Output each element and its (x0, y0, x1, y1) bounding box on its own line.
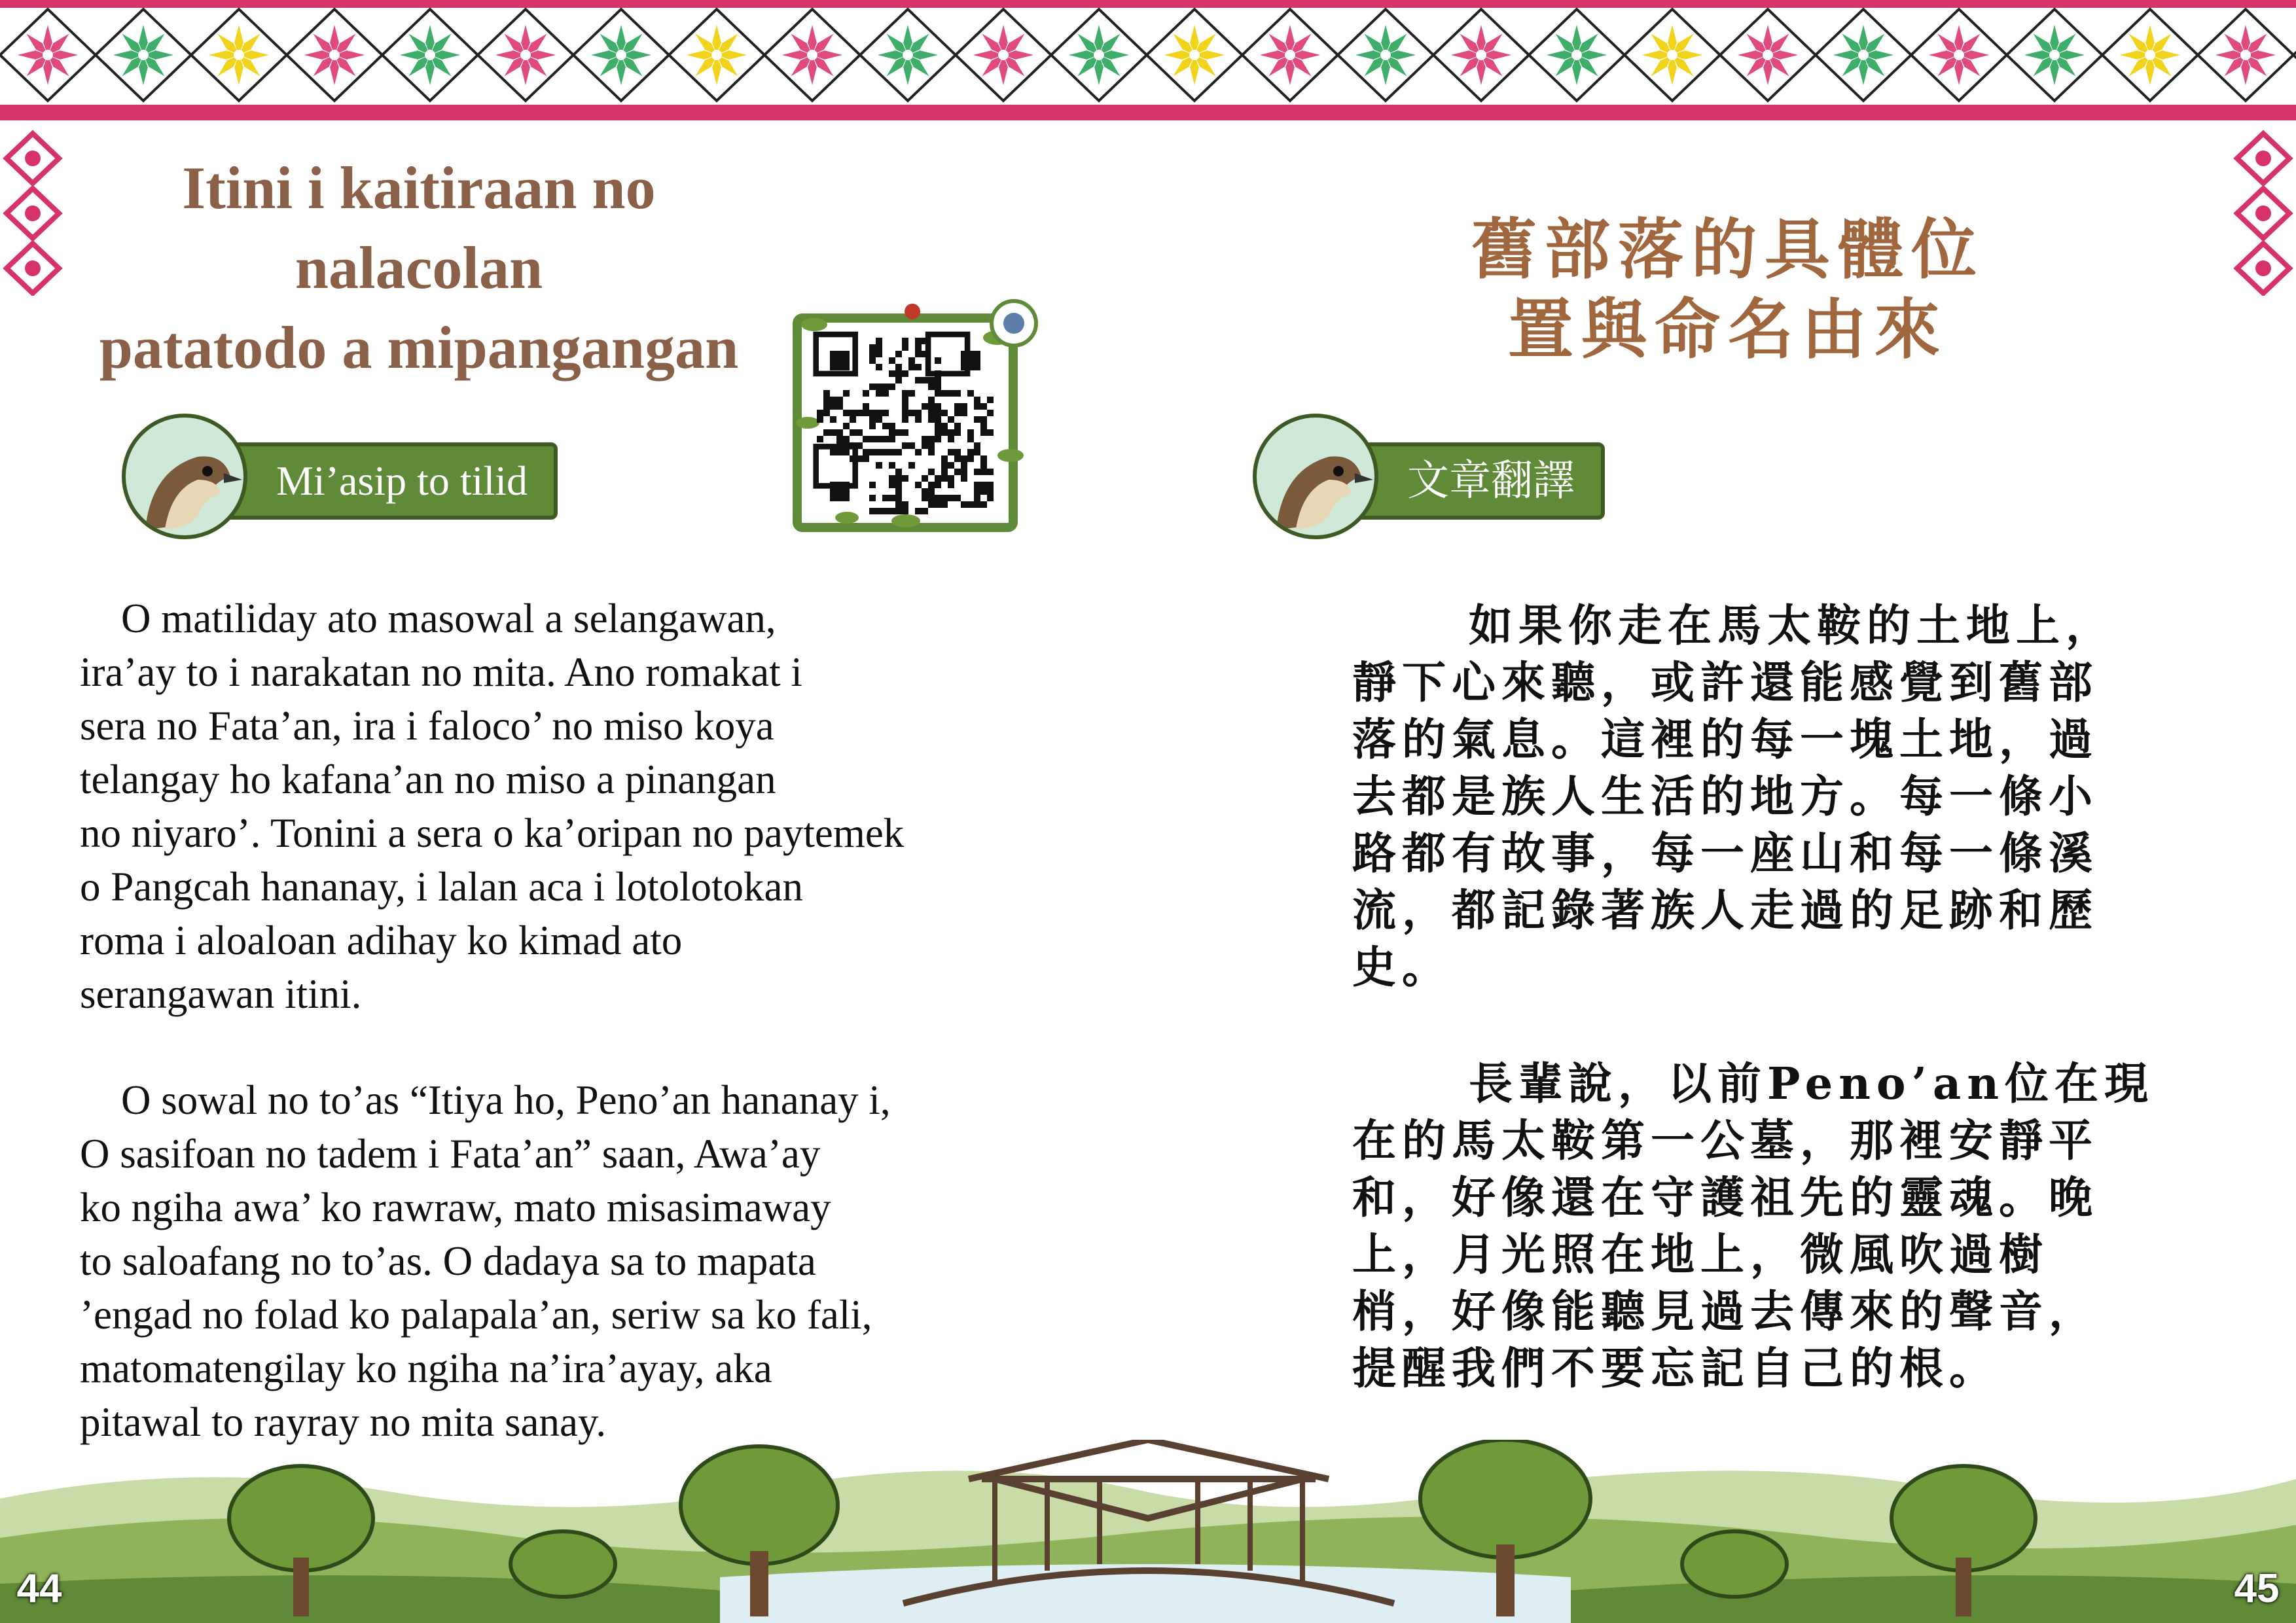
eagle-emblem-icon (122, 414, 247, 539)
landscape-bridge-illustration (0, 1440, 2296, 1623)
text-line: 在的馬太鞍第一公墓，那裡安靜平 (1352, 1115, 2098, 1166)
page-number-left: 44 (16, 1566, 62, 1611)
right-diamond-ornaments (2231, 126, 2296, 296)
text-line: telangay ho kafana’an no miso a pinangan (80, 757, 776, 802)
qr-code[interactable] (788, 292, 1039, 533)
left-title-line: patatodo a mipangangan (99, 314, 739, 381)
border-stripe-top (0, 0, 2296, 8)
text-line: o Pangcah hananay, i lalan aca i lotolotokan (80, 864, 804, 910)
left-diamond-ornaments (0, 126, 65, 296)
text-line: 和，好像還在守護祖先的靈魂。晚 (1352, 1171, 2098, 1223)
text-line: O sasifoan no tadem i Fata’an” saan, Awa’ay (80, 1131, 821, 1177)
text-line: no niyaro’. Tonini a sera o ka’oripan no paytemek (80, 810, 905, 856)
right-paragraph-1 (1352, 597, 2216, 995)
text-line: serangawan itini. (80, 971, 362, 1017)
text-line: 靜下心來聽，或許還能感覺到舊部 (1352, 656, 2098, 708)
eagle-emblem-icon (1253, 414, 1378, 539)
right-page-title (1401, 209, 2055, 369)
text-line: ’engad no folad ko palapala’an, seriw sa ko fali, (80, 1292, 872, 1338)
page-number-right: 45 (2234, 1566, 2280, 1611)
right-section-banner (1253, 401, 1672, 531)
left-paragraph-1 (80, 592, 1009, 1021)
text-line: 長輩說，以前Peno’an位在現 (1469, 1058, 2155, 1109)
left-section-label: Mi’asip to tilid (276, 457, 528, 504)
text-line: ira’ay to i narakatan no mita. Ano romakat i (80, 649, 802, 695)
left-title-line: nalacolan (295, 234, 543, 301)
border-stripe-bottom (0, 105, 2296, 120)
text-line: to saloafang no to’as. O dadaya sa to mapata (80, 1238, 816, 1284)
left-paragraph-2 (80, 1073, 1009, 1449)
text-line: 上，月光照在地上，微風吹過樹 (1352, 1228, 2049, 1280)
text-line: 史。 (1352, 941, 1452, 993)
text-line: 去都是族人生活的地方。每一條小 (1352, 770, 2098, 822)
text-line: O sowal no to’as “Itiya ho, Peno’an hananay i, (80, 1077, 891, 1123)
text-line: 路都有故事，每一座山和每一條溪 (1352, 827, 2098, 879)
text-line: ko ngiha awa’ ko rawraw, mato misasimaway (80, 1185, 831, 1230)
right-title-line: 舊部落的具體位 (1471, 211, 1984, 288)
left-section-banner (122, 401, 580, 531)
text-line: 落的氣息。這裡的每一塊土地，過 (1352, 713, 2098, 765)
text-line: 提醒我們不要忘記自己的根。 (1352, 1342, 1999, 1394)
text-line: 梢，好像能聽見過去傳來的聲音， (1352, 1285, 2098, 1337)
banner-bar (200, 442, 558, 520)
text-line: pitawal to rayray no mita sanay. (80, 1399, 607, 1445)
text-line: O matiliday ato masowal a selangawan, (80, 596, 776, 641)
right-paragraph-2 (1352, 1055, 2216, 1397)
left-title-line: Itini i kaitiraan no (182, 154, 656, 221)
top-decorative-border (0, 0, 2296, 120)
text-line: 如果你走在馬太鞍的土地上， (1469, 599, 2115, 651)
text-line: roma i aloaloan adihay ko kimad ato (80, 918, 683, 963)
text-line: 流，都記錄著族人走過的足跡和歷 (1352, 884, 2098, 936)
text-line: sera no Fata’an, ira i faloco’ no miso koya (80, 703, 774, 749)
text-line: matomatengilay ko ngiha na’ira’ayay, aka (80, 1346, 772, 1391)
right-section-label: 文章翻譯 (1407, 457, 1575, 504)
right-title-line: 置與命名由來 (1508, 291, 1948, 368)
woven-flower-pattern (0, 8, 2296, 105)
left-page-title (79, 148, 759, 387)
